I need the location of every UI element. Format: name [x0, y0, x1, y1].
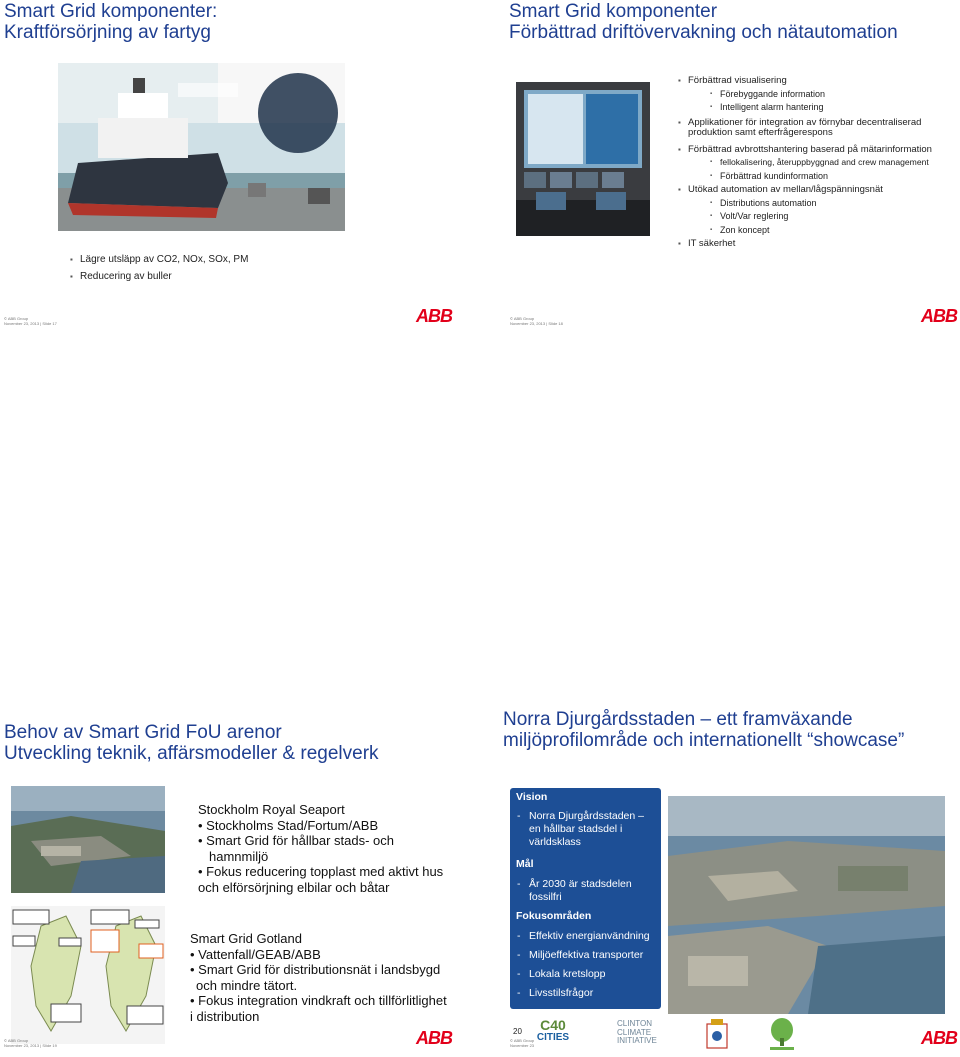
green-capital-logo [768, 1016, 796, 1052]
control-room-image [516, 82, 650, 236]
slide-footer: © ABB Group November 23 [510, 1038, 535, 1048]
slide-18 [480, 0, 960, 330]
slide-footer: © ABB Group November 23, 2013 | Slide 19 [4, 1038, 57, 1048]
slide-17 [0, 0, 480, 330]
bullet-item: ▪ Utökad automation av mellan/lågspänningsnät [678, 183, 948, 197]
vision-box [510, 788, 661, 1009]
goal-item: - År 2030 är stadsdelen fossilfri [515, 878, 641, 904]
bullet-item: ▪ Förbättrad avbrottshantering baserad på mätarinformation [678, 143, 948, 157]
abb-logo: ABB [416, 306, 452, 326]
sub-bullet-item: ▪ Distributions automation [678, 197, 948, 211]
gotland-map-image [11, 906, 165, 1044]
abb-logo: ABB [921, 306, 957, 326]
slide-footer: © ABB Group November 23, 2013 | Slide 18 [510, 316, 563, 326]
page-number: 20 [513, 1027, 522, 1036]
slide-title: Smart Grid komponenter: Kraftförsörjning av fartyg [4, 1, 218, 43]
focus-item: - Livsstilsfrågor [515, 987, 593, 1000]
sub-bullet-item: ▪ fellokalisering, återuppbyggnad and crew management [678, 156, 948, 170]
sub-bullet-item: ▪ Intelligent alarm hantering [678, 101, 948, 115]
focus-item: - Lokala kretslopp [515, 968, 605, 981]
norra-djurgardsstaden-aerial-image [668, 796, 945, 1014]
stockholm-aerial-image [11, 786, 165, 893]
slide-footer: © ABB Group November 23, 2013 | Slide 17 [4, 316, 57, 326]
goal-label: Mål [516, 858, 534, 870]
ship-shore-power-image [58, 63, 345, 231]
slide-title: Smart Grid komponenter Förbättrad driftövervakning och nätautomation [509, 1, 898, 43]
royal-seaport-text: Stockholm Royal Seaport • Stockholms Stad/Fortum/ABB • Smart Grid för hållbar stads- och hamnmiljö • Fokus reducering topplast med aktivt hus och elförsörjning elbilar och båtar [198, 802, 444, 895]
sub-bullet-item: ▪ Förbättrad kundinformation [678, 170, 948, 184]
c40-cities-logo: C40 CITIES [536, 1017, 570, 1043]
slide-title: Behov av Smart Grid FoU arenor Utveckling teknik, affärsmodeller & regelverk [4, 722, 379, 764]
bullet-item: ▪ Applikationer för integration av förnybar decentraliserad produktion samt efterfrågerespons [678, 118, 948, 139]
slide-17-bullets [70, 251, 248, 285]
gotland-text: Smart Grid Gotland • Vattenfall/GEAB/ABB • Smart Grid för distributionsnät i landsbygd och mindre tätort. • Fokus integration vindkraft och tillförlitlighet i distribution [190, 931, 447, 1024]
bullet-item: ▪ IT säkerhet [678, 237, 948, 251]
bullet-item: ▪ Reducering av buller [70, 268, 248, 285]
slide-title: Norra Djurgårdsstaden – ett framväxande miljöprofilområde och internationellt “showcase” [503, 709, 905, 751]
focus-item: - Miljöeffektiva transporter [515, 949, 643, 962]
abb-logo: ABB [921, 1028, 957, 1048]
vision-label: Vision [516, 791, 548, 803]
abb-logo: ABB [416, 1028, 452, 1048]
focus-label: Fokusområden [516, 910, 592, 922]
slide-19 [0, 700, 480, 1055]
city-emblem-logo [706, 1018, 728, 1052]
bullet-item: ▪ Lägre utsläpp av CO2, NOx, SOx, PM [70, 251, 248, 268]
slide-20 [480, 700, 960, 1055]
vision-item: - Norra Djurgårdsstaden – en hållbar stadsdel i världsklass [515, 810, 655, 849]
focus-item: - Effektiv energianvändning [515, 930, 650, 943]
clinton-climate-initiative-logo: CLINTON CLIMATE INITIATIVE [617, 1019, 657, 1045]
sub-bullet-item: ▪ Förebyggande information [678, 88, 948, 102]
bullet-item: ▪ Förbättrad visualisering [678, 74, 948, 88]
slide-18-bullets [678, 74, 948, 251]
sub-bullet-item: ▪ Zon koncept [678, 224, 948, 238]
sub-bullet-item: ▪ Volt/Var reglering [678, 210, 948, 224]
